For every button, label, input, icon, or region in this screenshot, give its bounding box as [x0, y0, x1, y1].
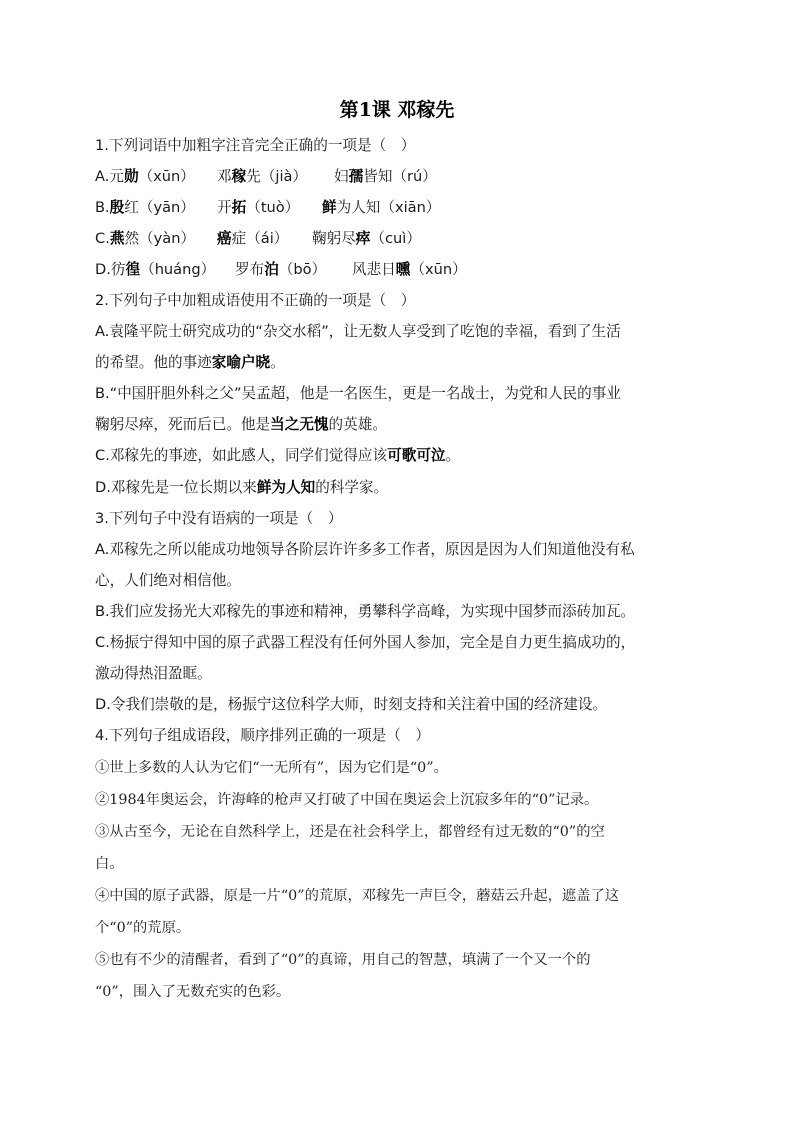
question-2-option-c: C.邓稼先的事迹，如此感人，同学们觉得应该可歌可泣。 [95, 447, 461, 464]
question-1-option-b [95, 198, 440, 218]
option-b-word-2: 开拓（tuò） [217, 199, 300, 216]
question-2-stem: 2.下列句子中加粗成语使用不正确的一项是（ ） [95, 292, 416, 309]
option-a-word-3: 妇孺皆知（rú） [334, 168, 437, 185]
question-1-option-d [95, 260, 467, 280]
question-4-sentence-4-line-1: ④中国的原子武器，原是一片“0”的荒原，邓稼先一声巨令，蘑菇云升起，遮盖了这 [95, 888, 620, 904]
question-4-sentence-5-line-1: ⑤也有不少的清醒者，看到了“0”的真谛，用自己的智慧，填满了一个又一个的 [95, 952, 591, 968]
question-3-option-d: D.令我们崇敬的是，杨振宁这位科学大师，时刻支持和关注着中国的经济建设。 [95, 696, 608, 713]
option-c-word-3: 鞠躬尽瘁（cuì） [312, 230, 421, 247]
option-d-word-2: 罗布泊（bō） [235, 261, 327, 278]
question-3-option-b: B.我们应发扬光大邓稼先的事迹和精神，勇攀科学高峰，为实现中国梦而添砖加瓦。 [95, 603, 636, 620]
bold-idiom: 家喻户晓 [211, 354, 271, 371]
question-2-option-a-line-2: 的希望。他的事迹家喻户晓。 [95, 354, 285, 371]
question-3-option-c-line-1: C.杨振宁得知中国的原子武器工程没有任何外国人参加，完全是自力更生搞成功的， [95, 634, 636, 651]
question-4-sentence-3-line-1: ③从古至今，无论在自然科学上，还是在社会科学上，都曾经有过无数的“0”的空 [95, 824, 605, 840]
question-4-sentence-3-line-2: 白。 [95, 856, 124, 872]
option-d-word-1: D.彷徨（huáng） [95, 261, 216, 278]
question-2-option-d: D.邓稼先是一位长期以来鲜为人知的科学家。 [95, 479, 389, 496]
bold-idiom: 鲜为人知 [256, 479, 316, 496]
option-a-word-1: A.元勋（xūn） [95, 168, 195, 185]
option-a-word-2: 邓稼先（jià） [217, 168, 308, 185]
option-b-word-1: B.殷红（yān） [95, 199, 195, 216]
question-2-option-a-line-1: A.袁隆平院士研究成功的“杂交水稻”，让无数人享受到了吃饱的幸福，看到了生活 [95, 323, 621, 340]
option-c-word-1: C.燕然（yàn） [95, 230, 196, 247]
question-3-stem: 3.下列句子中没有语病的一项是（ ） [95, 510, 343, 527]
question-4-sentence-4-line-2: 个“0”的荒原。 [95, 920, 191, 936]
option-b-word-3: 鲜为人知（xiān） [322, 199, 441, 216]
question-1-stem: 1.下列词语中加粗字注音完全正确的一项是（ ） [95, 137, 416, 154]
bold-idiom: 当之无愧 [270, 416, 329, 433]
question-3-option-a-line-2: 心，人们绝对相信他。 [95, 572, 241, 589]
question-2-option-b-line-1: B.“中国肝胆外科之父”吴孟超，他是一名医生，更是一名战士，为党和人民的事业 [95, 385, 621, 402]
question-3-option-a-line-1: A.邓稼先之所以能成功地领导各阶层许许多多工作者，原因是因为人们知道他没有私 [95, 541, 635, 558]
question-1-option-c [95, 229, 421, 249]
question-4-sentence-1: ①世上多数的人认为它们“一无所有”，因为它们是“0”。 [95, 760, 448, 776]
page-title: 第1课 邓稼先 [339, 99, 455, 121]
bold-idiom: 可歌可泣 [387, 447, 446, 464]
question-4-sentence-2: ②1984年奥运会，许海峰的枪声又打破了中国在奥运会上沉寂多年的“0”记录。 [95, 792, 599, 808]
option-d-word-3: 风悲日曛（xūn） [352, 261, 467, 278]
question-1-option-a [95, 167, 437, 187]
question-3-option-c-line-2: 激动得热泪盈眶。 [95, 665, 212, 682]
question-2-option-b-line-2: 鞠躬尽瘁，死而后已。他是当之无愧的英雄。 [95, 416, 387, 433]
option-c-word-2: 癌症（ái） [217, 230, 289, 247]
question-4-stem: 4.下列句子组成语段，顺序排列正确的一项是（ ） [95, 727, 430, 744]
question-4-sentence-5-line-2: “0”，围入了无数充实的色彩。 [95, 984, 291, 1000]
